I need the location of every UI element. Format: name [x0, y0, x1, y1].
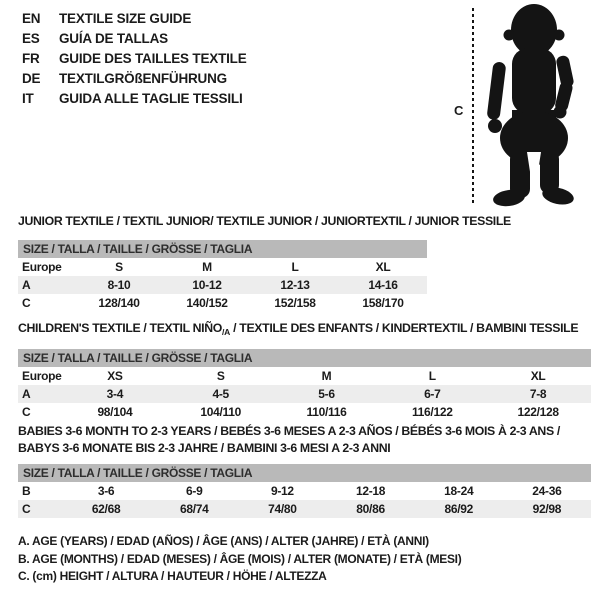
- row-label: A: [22, 278, 31, 292]
- age-cell: 3-4: [106, 387, 124, 401]
- babies-title-line2: BABYS 3-6 MONATE BIS 2-3 JAHRE / BAMBINI 3-6 MESI A 2-3 ANNI: [18, 440, 391, 455]
- children-title-sub: /A: [221, 327, 231, 337]
- language-code: FR: [22, 51, 40, 66]
- height-cell: 62/68: [91, 502, 121, 516]
- height-measure-label: C: [454, 103, 464, 118]
- age-cell: 10-12: [192, 278, 222, 292]
- height-cell: 98/104: [97, 405, 133, 419]
- table-row: [18, 258, 427, 276]
- language-row-de: [22, 69, 247, 89]
- row-label: C: [22, 296, 31, 310]
- language-title-list: [22, 9, 247, 109]
- row-label: B: [22, 484, 31, 498]
- language-title: TEXTILGRÖßENFÜHRUNG: [59, 71, 227, 86]
- height-cell: 92/98: [532, 502, 562, 516]
- size-cell: XL: [375, 260, 391, 274]
- babies-size-table: [18, 464, 591, 518]
- language-row-es: [22, 29, 247, 49]
- height-cell: 110/116: [306, 405, 347, 419]
- height-cell: 140/152: [186, 296, 228, 310]
- language-row-it: [22, 89, 247, 109]
- age-cell: 6-9: [186, 484, 203, 498]
- size-cell: XL: [530, 369, 546, 383]
- row-label: C: [22, 502, 31, 516]
- children-size-table: [18, 349, 591, 421]
- language-title: GUIDA ALLE TAGLIE TESSILI: [59, 91, 243, 106]
- table-row: [18, 500, 591, 518]
- babies-section-title: [18, 423, 560, 456]
- language-row-en: [22, 9, 247, 29]
- height-cell: 116/122: [411, 405, 453, 419]
- age-cell: 12-13: [280, 278, 310, 292]
- junior-size-table: [18, 240, 427, 312]
- size-cell: S: [216, 369, 225, 383]
- size-header-bar: SIZE / TALLA / TAILLE / GRÖSSE / TAGLIA: [18, 464, 591, 482]
- age-cell: 8-10: [107, 278, 131, 292]
- legend-line-b: B. AGE (MONTHS) / EDAD (MESES) / ÂGE (MOIS) / ALTER (MONATE) / ETÀ (MESI): [18, 551, 462, 566]
- size-cell: S: [115, 260, 123, 274]
- height-cell: 68/74: [179, 502, 209, 516]
- table-row: [18, 482, 591, 500]
- table-row: [18, 276, 427, 294]
- age-cell: 4-5: [212, 387, 229, 401]
- legend-line-c: C. (cm) HEIGHT / ALTURA / HAUTEUR / HÖHE / ALTEZZA: [18, 569, 327, 583]
- height-cell: 152/158: [274, 296, 316, 310]
- age-cell: 9-12: [270, 484, 294, 498]
- age-cell: 14-16: [368, 278, 398, 292]
- language-title: TEXTILE SIZE GUIDE: [59, 11, 192, 26]
- row-label: A: [22, 387, 31, 401]
- size-header-bar: SIZE / TALLA / TAILLE / GRÖSSE / TAGLIA: [18, 349, 591, 367]
- age-cell: 5-6: [318, 387, 335, 401]
- height-cell: 104/110: [200, 405, 241, 419]
- language-title: GUÍA DE TALLAS: [59, 31, 168, 46]
- height-cell: 128/140: [98, 296, 140, 310]
- age-cell: 18-24: [444, 484, 474, 498]
- language-code: EN: [22, 11, 41, 26]
- table-row: [18, 367, 591, 385]
- row-label: Europe: [22, 369, 62, 383]
- height-cell: 86/92: [444, 502, 473, 516]
- height-cell: 122/128: [517, 405, 559, 419]
- children-section-title: [18, 321, 578, 337]
- table-row: [18, 403, 591, 421]
- height-cell: 158/170: [362, 296, 404, 310]
- children-title-pre: CHILDREN'S TEXTILE / TEXTIL NIÑO: [18, 321, 222, 335]
- height-cell: 74/80: [268, 502, 297, 516]
- junior-section-title: JUNIOR TEXTILE / TEXTIL JUNIOR/ TEXTILE JUNIOR / JUNIORTEXTIL / JUNIOR TESSILE: [18, 214, 511, 228]
- age-cell: 7-8: [529, 387, 547, 401]
- children-title-post: / TEXTILE DES ENFANTS / KINDERTEXTIL / BAMBINI TESSILE: [230, 321, 579, 335]
- age-cell: 3-6: [97, 484, 115, 498]
- height-cell: 80/86: [356, 502, 385, 516]
- table-row: [18, 294, 427, 312]
- age-cell: 6-7: [424, 387, 441, 401]
- age-cell: 24-36: [532, 484, 562, 498]
- language-title: GUIDE DES TAILLES TEXTILE: [59, 51, 247, 66]
- row-label: C: [22, 405, 31, 419]
- row-label: Europe: [22, 260, 62, 274]
- legend-line-a: A. AGE (YEARS) / EDAD (AÑOS) / ÂGE (ANS) / ALTER (JAHRE) / ETÀ (ANNI): [18, 534, 429, 548]
- size-cell: L: [291, 260, 299, 274]
- size-cell: M: [321, 369, 332, 383]
- language-row-fr: [22, 49, 247, 69]
- measurement-legend: [18, 533, 461, 586]
- age-cell: 12-18: [355, 484, 386, 498]
- table-row: [18, 385, 591, 403]
- size-cell: M: [202, 260, 212, 274]
- size-cell: XS: [107, 369, 123, 383]
- babies-title-line1: BABIES 3-6 MONTH TO 2-3 YEARS / BEBÉS 3-6 MESES A 2-3 AÑOS / BÉBÉS 3-6 MOIS À 2-3 ANS /: [18, 424, 560, 438]
- language-code: ES: [22, 31, 40, 46]
- baby-silhouette-icon: [468, 2, 592, 208]
- size-cell: L: [428, 369, 436, 383]
- language-code: DE: [22, 71, 41, 86]
- size-header-bar: SIZE / TALLA / TAILLE / GRÖSSE / TAGLIA: [18, 240, 427, 258]
- language-code: IT: [22, 91, 34, 106]
